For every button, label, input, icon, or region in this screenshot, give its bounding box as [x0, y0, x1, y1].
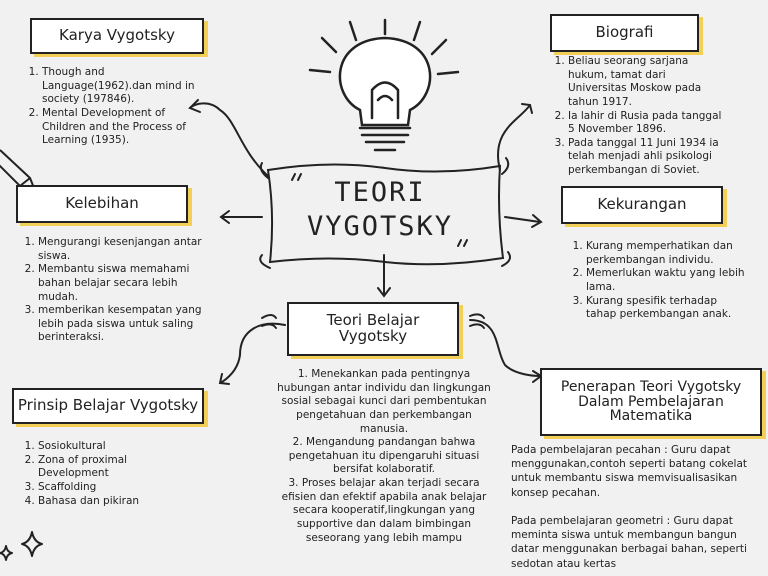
prinsip-list — [22, 440, 192, 508]
kekurangan-list — [570, 240, 745, 322]
list-item: 2. Membantu siswa memahami bahan belajar secara lebih mudah. — [38, 263, 212, 304]
list-item: 1. Though and Language(1962).dan mind in society (197846). — [42, 66, 212, 107]
biografi-list — [552, 55, 722, 178]
list-item: 3. Kurang spesifik terhadap tahap perkembangan anak. — [586, 295, 745, 322]
biografi-heading-text: Biografi — [595, 23, 654, 42]
main-title-line2: VYGOTSKY — [306, 210, 454, 242]
teori-belajar-list — [274, 368, 494, 545]
teori-belajar-heading-line1: Teori Belajar — [326, 311, 420, 330]
list-item: 3. Pada tanggal 11 Juni 1934 ia telah menjadi ahli psikologi perkembangan di Soviet. — [568, 137, 722, 178]
list-item: 1. Menekankan pada pentingnya hubungan antar individu dan lingkungan sosial sebagai kunci dari pembentukan pengetahuan dan perkembangan manusia. — [274, 368, 494, 436]
karya-heading — [30, 18, 204, 54]
list-item: 2. Memerlukan waktu yang lebih lama. — [586, 267, 745, 294]
list-item: 1. Kurang memperhatikan dan perkembangan individu. — [586, 240, 745, 267]
kekurangan-heading-text: Kekurangan — [597, 195, 687, 214]
penerapan-heading-line3: Matematika — [609, 408, 693, 425]
teori-belajar-heading-line2: Vygotsky — [338, 327, 408, 345]
main-title-line1: TEORI — [334, 177, 426, 208]
list-item: 1. Mengurangi kesenjangan antar siswa. — [38, 236, 212, 263]
penerapan-paragraph-2: Pada pembelajaran geometri : Guru dapat meminta siswa untuk membangun bangun datar menggunakan berbagai bahan, seperti sedotan atau kertas — [511, 515, 747, 570]
prinsip-heading — [12, 388, 204, 424]
kelebihan-heading — [16, 185, 188, 223]
penerapan-paragraph-1: Pada pembelajaran pecahan : Guru dapat menggunakan,contoh seperti batang cokelat untuk membantu siswa memvisualisasikan konsep pecahan. — [511, 444, 748, 499]
kelebihan-list — [22, 236, 212, 345]
biografi-heading — [550, 14, 699, 52]
kekurangan-heading — [561, 186, 723, 224]
list-item: 3. memberikan kesempatan yang lebih pada siswa untuk saling berinteraksi. — [38, 304, 212, 345]
teori-belajar-heading — [287, 302, 459, 356]
penerapan-heading-line1: Penerapan Teori Vygotsky — [560, 378, 742, 395]
list-item: 3. Scaffolding — [38, 481, 192, 495]
prinsip-heading-text: Prinsip Belajar Vygotsky — [17, 396, 199, 415]
main-title — [300, 176, 460, 244]
list-item: 2. Mental Development of Children and the Process of Learning (1935). — [42, 107, 212, 148]
list-item: 3. Proses belajar akan terjadi secara efisien dan efektif apabila anak belajar secara kooperatif,lingkungan yang supportive dan dalam bimbingan seseorang yang lebih mampu — [274, 477, 494, 545]
list-item: 4. Bahasa dan pikiran — [38, 495, 192, 509]
list-item: 2. Ia lahir di Rusia pada tanggal 5 November 1896. — [568, 110, 722, 137]
penerapan-heading — [540, 368, 762, 436]
list-item: 2. Mengandung pandangan bahwa pengetahuan itu dipengaruhi situasi bersifat kolaboratif. — [274, 436, 494, 477]
list-item: 1. Beliau seorang sarjana hukum, tamat dari Universitas Moskow pada tahun 1917. — [568, 55, 722, 110]
kelebihan-heading-text: Kelebihan — [65, 194, 139, 213]
karya-heading-text: Karya Vygotsky — [59, 26, 175, 45]
sparkle-icon — [0, 526, 60, 576]
list-item: 1. Sosiokultural — [38, 440, 192, 454]
penerapan-heading-line2: Dalam Pembelajaran — [578, 393, 724, 410]
karya-list — [26, 66, 212, 148]
list-item: 2. Zona of proximal Development — [38, 454, 192, 481]
